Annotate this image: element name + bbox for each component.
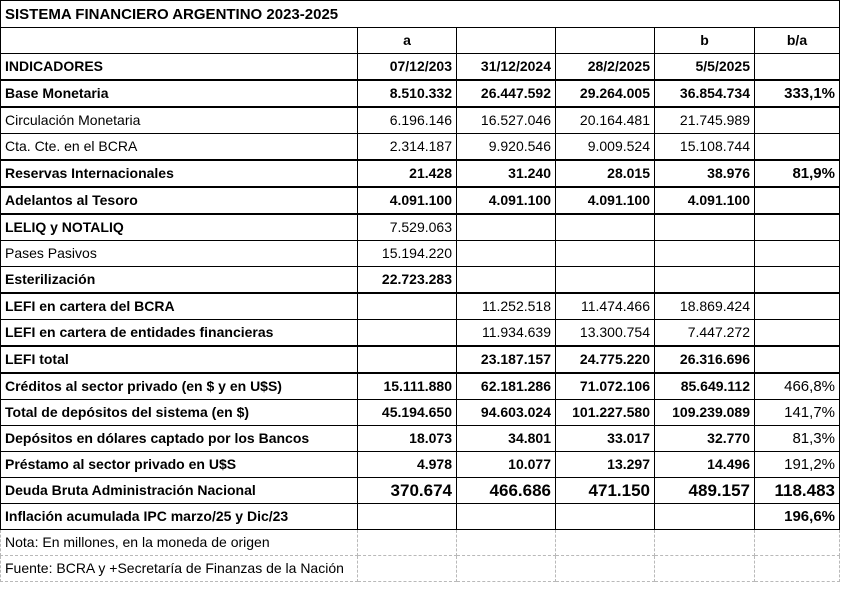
- date-header: [755, 54, 840, 81]
- empty-cell: [655, 556, 755, 582]
- ratio-value: [755, 346, 840, 373]
- indicator-label: Circulación Monetaria: [1, 107, 358, 134]
- table-row: [1, 134, 840, 161]
- table-row: [1, 267, 840, 294]
- note-row: [1, 556, 840, 582]
- indicator-value: 21.428: [358, 160, 457, 187]
- table-row: [1, 426, 840, 452]
- source-text: Fuente: BCRA y +Secretaría de Finanzas de la Nación: [1, 556, 358, 582]
- indicator-value: 20.164.481: [556, 107, 655, 134]
- title-spacer-cell: [358, 1, 457, 28]
- title-spacer-cell: [556, 1, 655, 28]
- indicator-label: Esterilización: [1, 267, 358, 294]
- indicator-value: [358, 320, 457, 347]
- indicator-value: 13.300.754: [556, 320, 655, 347]
- indicator-value: 6.196.146: [358, 107, 457, 134]
- table-title: SISTEMA FINANCIERO ARGENTINO 2023-2025: [1, 1, 358, 28]
- indicator-value: [457, 241, 556, 267]
- indicator-value: 4.091.100: [457, 187, 556, 214]
- column-letter: b/a: [755, 28, 840, 54]
- ratio-value: 196,6%: [755, 504, 840, 530]
- table-row: [1, 187, 840, 214]
- title-spacer-cell: [457, 1, 556, 28]
- empty-cell: [556, 556, 655, 582]
- ratio-value: [755, 107, 840, 134]
- header-row: [1, 54, 840, 81]
- indicator-value: 15.194.220: [358, 241, 457, 267]
- indicator-label: Inflación acumulada IPC marzo/25 y Dic/23: [1, 504, 358, 530]
- empty-cell: [358, 556, 457, 582]
- indicator-value: 62.181.286: [457, 373, 556, 400]
- indicator-value: 21.745.989: [655, 107, 755, 134]
- indicator-value: 22.723.283: [358, 267, 457, 294]
- ratio-value: 141,7%: [755, 400, 840, 426]
- indicator-label: Adelantos al Tesoro: [1, 187, 358, 214]
- column-letter: [457, 28, 556, 54]
- indicator-value: [655, 267, 755, 294]
- indicator-label: Deuda Bruta Administración Nacional: [1, 478, 358, 504]
- table-row: [1, 478, 840, 504]
- empty-cell: [457, 530, 556, 556]
- ratio-value: 191,2%: [755, 452, 840, 478]
- empty-cell: [755, 556, 840, 582]
- empty-cell: [457, 556, 556, 582]
- table-row: [1, 400, 840, 426]
- indicator-value: [358, 504, 457, 530]
- indicator-value: [457, 267, 556, 294]
- indicator-value: 11.934.639: [457, 320, 556, 347]
- ratio-value: [755, 267, 840, 294]
- indicator-value: 24.775.220: [556, 346, 655, 373]
- column-letter: b: [655, 28, 755, 54]
- empty-cell: [655, 530, 755, 556]
- table-row: [1, 214, 840, 241]
- empty-cell: [755, 530, 840, 556]
- column-letter-row: [1, 28, 840, 54]
- table-row: [1, 452, 840, 478]
- date-header: 28/2/2025: [556, 54, 655, 81]
- indicator-value: 31.240: [457, 160, 556, 187]
- column-letter: [556, 28, 655, 54]
- empty-cell: [556, 530, 655, 556]
- ratio-value: 118.483: [755, 478, 840, 504]
- indicator-value: [655, 504, 755, 530]
- indicator-label: LELIQ y NOTALIQ: [1, 214, 358, 241]
- indicator-value: 14.496: [655, 452, 755, 478]
- ratio-value: [755, 320, 840, 347]
- indicator-value: 18.869.424: [655, 293, 755, 320]
- indicator-value: 18.073: [358, 426, 457, 452]
- indicator-value: 466.686: [457, 478, 556, 504]
- indicator-value: 36.854.734: [655, 80, 755, 107]
- table-row: [1, 107, 840, 134]
- ratio-value: [755, 214, 840, 241]
- table-row: [1, 320, 840, 347]
- indicator-label: LEFI total: [1, 346, 358, 373]
- table-row: [1, 241, 840, 267]
- indicator-value: 9.920.546: [457, 134, 556, 161]
- indicator-label: Reservas Internacionales: [1, 160, 358, 187]
- indicator-value: 94.603.024: [457, 400, 556, 426]
- indicator-value: 71.072.106: [556, 373, 655, 400]
- indicator-value: [556, 241, 655, 267]
- date-header: 31/12/2024: [457, 54, 556, 81]
- indicator-label: Cta. Cte. en el BCRA: [1, 134, 358, 161]
- empty-cell: [358, 530, 457, 556]
- indicator-value: 7.529.063: [358, 214, 457, 241]
- column-letter: [1, 28, 358, 54]
- table-row: [1, 293, 840, 320]
- indicator-value: 11.474.466: [556, 293, 655, 320]
- ratio-value: 81,9%: [755, 160, 840, 187]
- indicator-value: 32.770: [655, 426, 755, 452]
- ratio-value: 333,1%: [755, 80, 840, 107]
- indicator-label: LEFI en cartera del BCRA: [1, 293, 358, 320]
- indicator-value: 26.316.696: [655, 346, 755, 373]
- indicator-value: [457, 214, 556, 241]
- indicator-value: 28.015: [556, 160, 655, 187]
- indicator-label: Préstamo al sector privado en U$S: [1, 452, 358, 478]
- indicator-value: 4.091.100: [556, 187, 655, 214]
- indicator-label: Pases Pasivos: [1, 241, 358, 267]
- indicator-value: 29.264.005: [556, 80, 655, 107]
- note-text: Nota: En millones, en la moneda de origen: [1, 530, 358, 556]
- indicator-value: [358, 346, 457, 373]
- ratio-value: 466,8%: [755, 373, 840, 400]
- table-row: [1, 160, 840, 187]
- indicator-value: 85.649.112: [655, 373, 755, 400]
- indicator-value: [655, 241, 755, 267]
- indicator-value: 2.314.187: [358, 134, 457, 161]
- title-spacer-cell: [755, 1, 840, 28]
- indicator-label: Depósitos en dólares captado por los Bancos: [1, 426, 358, 452]
- title-row: [1, 1, 840, 28]
- indicator-value: 8.510.332: [358, 80, 457, 107]
- indicator-value: [556, 214, 655, 241]
- ratio-value: [755, 293, 840, 320]
- indicator-label: Créditos al sector privado (en $ y en U$S): [1, 373, 358, 400]
- date-header: 07/12/203: [358, 54, 457, 81]
- indicator-value: [655, 214, 755, 241]
- indicator-value: 4.091.100: [655, 187, 755, 214]
- indicator-label: Total de depósitos del sistema (en $): [1, 400, 358, 426]
- indicator-value: 4.978: [358, 452, 457, 478]
- indicator-value: [358, 293, 457, 320]
- indicators-header: INDICADORES: [1, 54, 358, 81]
- indicator-value: 15.111.880: [358, 373, 457, 400]
- column-letter: a: [358, 28, 457, 54]
- indicator-value: 38.976: [655, 160, 755, 187]
- ratio-value: [755, 134, 840, 161]
- indicator-value: 13.297: [556, 452, 655, 478]
- indicator-value: 370.674: [358, 478, 457, 504]
- table-row: [1, 80, 840, 107]
- indicator-value: 16.527.046: [457, 107, 556, 134]
- ratio-value: [755, 187, 840, 214]
- indicator-value: 101.227.580: [556, 400, 655, 426]
- indicator-value: [556, 504, 655, 530]
- indicator-label: LEFI en cartera de entidades financieras: [1, 320, 358, 347]
- ratio-value: 81,3%: [755, 426, 840, 452]
- indicator-value: 489.157: [655, 478, 755, 504]
- indicator-value: [556, 267, 655, 294]
- indicator-value: 34.801: [457, 426, 556, 452]
- title-spacer-cell: [655, 1, 755, 28]
- indicator-value: 45.194.650: [358, 400, 457, 426]
- indicator-value: 11.252.518: [457, 293, 556, 320]
- table-row: [1, 504, 840, 530]
- table-row: [1, 346, 840, 373]
- indicator-value: 33.017: [556, 426, 655, 452]
- indicator-value: 9.009.524: [556, 134, 655, 161]
- ratio-value: [755, 241, 840, 267]
- indicator-value: 26.447.592: [457, 80, 556, 107]
- indicator-value: 7.447.272: [655, 320, 755, 347]
- indicator-label: Base Monetaria: [1, 80, 358, 107]
- table-row: [1, 373, 840, 400]
- indicator-value: 109.239.089: [655, 400, 755, 426]
- indicator-value: 23.187.157: [457, 346, 556, 373]
- indicator-value: 4.091.100: [358, 187, 457, 214]
- indicator-value: 471.150: [556, 478, 655, 504]
- note-row: [1, 530, 840, 556]
- date-header: 5/5/2025: [655, 54, 755, 81]
- indicator-value: 15.108.744: [655, 134, 755, 161]
- indicator-value: [457, 504, 556, 530]
- indicator-value: 10.077: [457, 452, 556, 478]
